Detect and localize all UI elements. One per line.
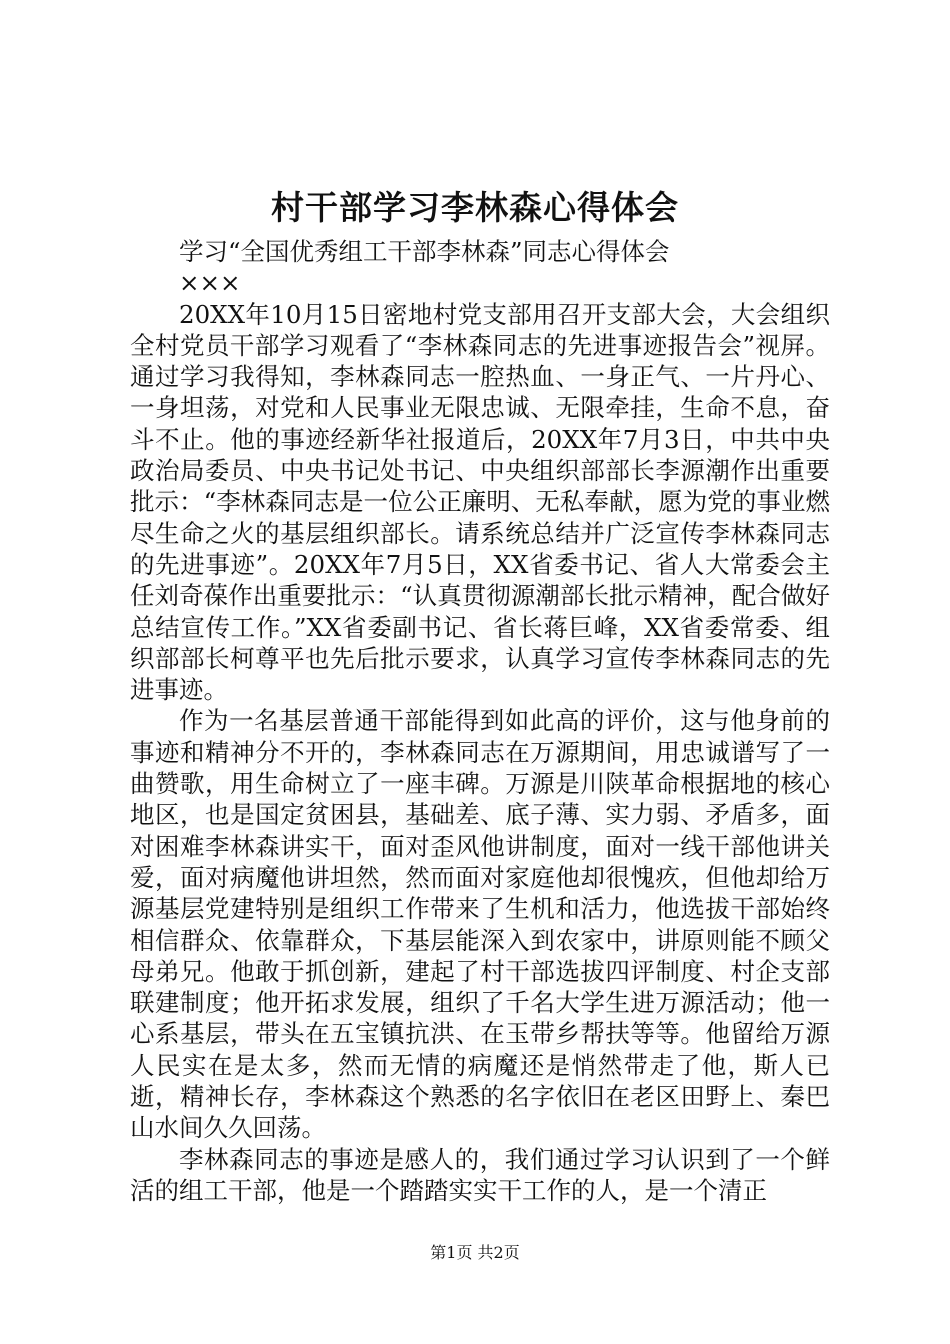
page-footer: 第1页 共2页 [430, 1243, 520, 1262]
paragraph-subtitle: 学习“全国优秀组工干部李林森”同志心得体会 [179, 237, 670, 266]
document-body [130, 236, 830, 1206]
paragraph-1: 20XX年10月15日密地村党支部用召开支部大会，大会组织全村党员干部学习观看了“李林森同志的先进事迹报告会”视屏。通过学习我得知，李林森同志一腔热血、一身正气、一片丹心、一身坦荡，对党和人民事业无限忠诚、无限牵挂，生命不息，奋斗不止。他的事迹经新华社报道后，20XX年7月3日，中共中央政治局委员、中央书记处书记、中央组织部部长李源潮作出重要批示：“李林森同志是一位公正廉明、无私奉献，愿为党的事业燃尽生命之火的基层组织部长。请系统总结并广泛宣传李林森同志的先进事迹”。20XX年7月5日，XX省委书记、省人大常委会主任刘奇葆作出重要批示：“认真贯彻源潮部长批示精神，配合做好总结宣传工作。”XX省委副书记、省长蒋巨峰，XX省委常委、组织部部长柯尊平也先后批示要求，认真学习宣传李林森同志的先进事迹。 [130, 299, 830, 705]
paragraph-2: 作为一名基层普通干部能得到如此高的评价，这与他身前的事迹和精神分不开的，李林森同志在万源期间，用忠诚谱写了一曲赞歌，用生命树立了一座丰碑。万源是川陕革命根据地的核心地区，也是国定贫困县，基础差、底子薄、实力弱、矛盾多，面对困难李林森讲实干，面对歪风他讲制度，面对一线干部他讲关爱，面对病魔他讲坦然，然而面对家庭他却很愧疚，但他却给万源基层党建特别是组织工作带来了生机和活力，他选拔干部始终相信群众、依靠群众，下基层能深入到农家中，讲原则能不顾父母弟兄。他敢于抓创新，建起了村干部选拔四评制度、村企支部联建制度；他开拓求发展，组织了千名大学生进万源活动；他一心系基层，带头在五宝镇抗洪、在玉带乡帮扶等等。他留给万源人民实在是太多，然而无情的病魔还是悄然带走了他，斯人已逝，精神长存，李林森这个熟悉的名字依旧在老区田野上、秦巴山水间久久回荡。 [130, 706, 830, 1143]
paragraph-author: ××× [179, 268, 241, 298]
document-title: 村干部学习李林森心得体会 [271, 188, 679, 227]
paragraph-3: 李林森同志的事迹是感人的，我们通过学习认识到了一个鲜活的组工干部，他是一个踏踏实实干工作的人，是一个清正 [130, 1144, 830, 1205]
